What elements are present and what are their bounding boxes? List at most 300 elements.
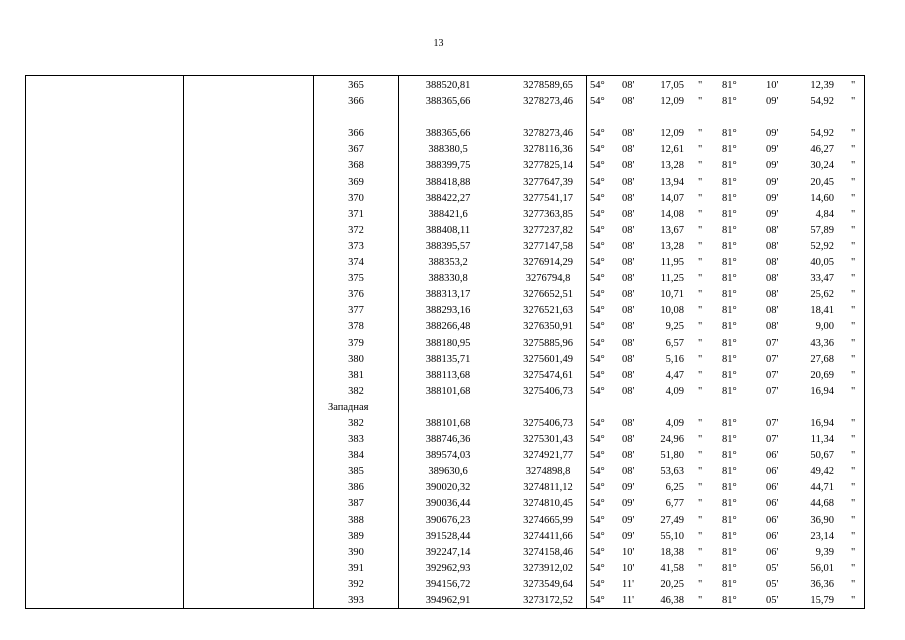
table-row [26, 352, 864, 368]
longitude-degrees: 81° [722, 305, 737, 317]
point-number: 388 [348, 514, 364, 526]
table-row [26, 448, 864, 464]
longitude-degrees: 81° [722, 257, 737, 269]
latitude-degrees: 54° [590, 466, 605, 478]
longitude-seconds-mark: " [851, 514, 856, 526]
y-coordinate: 3277147,58 [523, 240, 573, 252]
x-coordinate: 388266,48 [425, 321, 471, 333]
latitude-minutes: 08' [622, 192, 635, 204]
point-number: 379 [348, 337, 364, 349]
y-coordinate: 3276794,8 [525, 273, 571, 285]
longitude-seconds-mark: " [851, 273, 856, 285]
longitude-minutes: 07' [766, 337, 779, 349]
longitude-degrees: 81° [722, 224, 737, 236]
longitude-minutes: 06' [766, 482, 779, 494]
y-coordinate: 3278273,46 [523, 96, 573, 108]
latitude-degrees: 54° [590, 144, 605, 156]
point-number: 393 [348, 595, 364, 606]
table-row [26, 577, 864, 593]
latitude-seconds-mark: " [698, 369, 703, 381]
latitude-degrees: 54° [590, 257, 605, 269]
table-row [26, 191, 864, 207]
latitude-degrees: 54° [590, 321, 605, 333]
y-coordinate: 3274411,66 [523, 530, 573, 542]
longitude-minutes: 09' [766, 144, 779, 156]
table-row [26, 416, 864, 432]
latitude-seconds-mark: " [698, 434, 703, 446]
longitude-seconds: 9,00 [815, 321, 834, 333]
y-coordinate: 3276350,91 [523, 321, 573, 333]
longitude-seconds-mark: " [851, 289, 856, 301]
y-coordinate: 3278116,36 [523, 144, 573, 156]
latitude-minutes: 08' [622, 434, 635, 446]
latitude-seconds: 13,94 [660, 176, 684, 188]
longitude-degrees: 81° [722, 482, 737, 494]
longitude-seconds: 46,27 [810, 144, 834, 156]
table-row [26, 239, 864, 255]
latitude-minutes: 08' [622, 289, 635, 301]
point-number: 380 [348, 353, 364, 365]
point-number: 373 [348, 240, 364, 252]
y-coordinate: 3277825,14 [523, 160, 573, 172]
longitude-degrees: 81° [722, 144, 737, 156]
table-row [26, 336, 864, 352]
latitude-seconds-mark: " [698, 273, 703, 285]
point-number: 382 [348, 417, 364, 429]
latitude-seconds-mark: " [698, 385, 703, 397]
longitude-degrees: 81° [722, 434, 737, 446]
longitude-seconds-mark: " [851, 466, 856, 478]
latitude-degrees: 54° [590, 385, 605, 397]
longitude-minutes: 08' [766, 240, 779, 252]
longitude-minutes: 06' [766, 514, 779, 526]
longitude-seconds-mark: " [851, 578, 856, 590]
longitude-minutes: 08' [766, 273, 779, 285]
x-coordinate: 388330,8 [428, 273, 468, 285]
latitude-degrees: 54° [590, 353, 605, 365]
latitude-seconds: 12,61 [660, 144, 684, 156]
y-coordinate: 3277541,17 [523, 192, 573, 204]
x-coordinate: 388395,57 [425, 240, 471, 252]
longitude-degrees: 81° [722, 353, 737, 365]
page-number: 13 [433, 38, 444, 49]
longitude-seconds: 14,60 [810, 192, 834, 204]
longitude-degrees: 81° [722, 273, 737, 285]
latitude-seconds: 17,05 [660, 80, 684, 91]
longitude-degrees: 81° [722, 498, 737, 510]
latitude-minutes: 08' [622, 176, 635, 188]
latitude-seconds: 24,96 [660, 434, 684, 446]
latitude-seconds-mark: " [698, 337, 703, 349]
longitude-seconds: 43,36 [810, 337, 834, 349]
longitude-minutes: 09' [766, 96, 779, 108]
longitude-seconds-mark: " [851, 176, 856, 188]
x-coordinate: 388365,66 [425, 128, 471, 140]
latitude-seconds: 9,25 [665, 321, 684, 333]
y-coordinate: 3274665,99 [523, 514, 573, 526]
point-number: 391 [348, 562, 364, 574]
point-number: 386 [348, 482, 364, 494]
table-row [26, 175, 864, 191]
point-number: 382 [348, 385, 364, 397]
longitude-minutes: 05' [766, 578, 779, 590]
longitude-seconds: 33,47 [810, 273, 834, 285]
point-number: 376 [348, 289, 364, 301]
latitude-degrees: 54° [590, 160, 605, 172]
longitude-seconds: 18,41 [810, 305, 834, 317]
x-coordinate: 392247,14 [425, 546, 471, 558]
longitude-seconds: 49,42 [810, 466, 834, 478]
latitude-degrees: 54° [590, 530, 605, 542]
x-coordinate: 388399,75 [425, 160, 471, 172]
latitude-seconds: 4,47 [665, 369, 684, 381]
longitude-seconds-mark: " [851, 369, 856, 381]
latitude-minutes: 09' [622, 482, 635, 494]
longitude-seconds: 27,68 [810, 353, 834, 365]
point-number: 383 [348, 434, 364, 446]
x-coordinate: 389630,6 [428, 466, 468, 478]
longitude-seconds: 40,05 [810, 257, 834, 269]
longitude-degrees: 81° [722, 289, 737, 301]
latitude-seconds: 5,16 [665, 353, 684, 365]
longitude-seconds: 54,92 [810, 128, 834, 140]
latitude-degrees: 54° [590, 96, 605, 108]
table-row [26, 287, 864, 303]
point-number: 385 [348, 466, 364, 478]
latitude-minutes: 08' [622, 305, 635, 317]
table-row [26, 480, 864, 496]
latitude-degrees: 54° [590, 498, 605, 510]
y-coordinate: 3275406,73 [523, 385, 573, 397]
latitude-degrees: 54° [590, 417, 605, 429]
latitude-degrees: 54° [590, 273, 605, 285]
table-row [26, 384, 864, 400]
longitude-degrees: 81° [722, 160, 737, 172]
latitude-seconds: 46,38 [660, 595, 684, 606]
latitude-seconds: 11,25 [660, 273, 684, 285]
x-coordinate: 388180,95 [425, 337, 471, 349]
latitude-seconds: 6,25 [665, 482, 684, 494]
longitude-minutes: 09' [766, 192, 779, 204]
latitude-seconds-mark: " [698, 321, 703, 333]
point-number: 366 [348, 96, 364, 108]
section-label: Западная [328, 401, 369, 413]
point-number: 375 [348, 273, 364, 285]
table-body [26, 78, 864, 609]
latitude-seconds-mark: " [698, 450, 703, 462]
latitude-seconds-mark: " [698, 128, 703, 140]
latitude-seconds: 11,95 [660, 257, 684, 269]
latitude-degrees: 54° [590, 514, 605, 526]
latitude-seconds-mark: " [698, 257, 703, 269]
y-coordinate: 3275301,43 [523, 434, 573, 446]
x-coordinate: 388101,68 [425, 417, 471, 429]
latitude-seconds: 13,67 [660, 224, 684, 236]
latitude-minutes: 08' [622, 128, 635, 140]
latitude-seconds: 55,10 [660, 530, 684, 542]
longitude-seconds-mark: " [851, 562, 856, 574]
coordinates-table [25, 75, 865, 609]
x-coordinate: 391528,44 [425, 530, 471, 542]
longitude-degrees: 81° [722, 240, 737, 252]
latitude-minutes: 08' [622, 208, 635, 220]
longitude-seconds-mark: " [851, 240, 856, 252]
longitude-minutes: 08' [766, 289, 779, 301]
latitude-seconds: 51,80 [660, 450, 684, 462]
longitude-minutes: 09' [766, 128, 779, 140]
point-number: 377 [348, 305, 364, 317]
longitude-seconds: 15,79 [810, 595, 834, 606]
longitude-minutes: 07' [766, 369, 779, 381]
x-coordinate: 388408,11 [425, 224, 471, 236]
longitude-minutes: 05' [766, 562, 779, 574]
latitude-minutes: 08' [622, 96, 635, 108]
longitude-seconds: 9,39 [815, 546, 834, 558]
y-coordinate: 3277647,39 [523, 176, 573, 188]
longitude-seconds-mark: " [851, 450, 856, 462]
latitude-minutes: 10' [622, 562, 635, 574]
longitude-seconds: 30,24 [810, 160, 834, 172]
table-row [26, 94, 864, 110]
point-number: 381 [348, 369, 364, 381]
latitude-degrees: 54° [590, 224, 605, 236]
longitude-seconds: 57,89 [810, 224, 834, 236]
longitude-seconds-mark: " [851, 80, 856, 91]
point-number: 371 [348, 208, 364, 220]
table-row [26, 207, 864, 223]
y-coordinate: 3274158,46 [523, 546, 573, 558]
latitude-degrees: 54° [590, 240, 605, 252]
table-row [26, 142, 864, 158]
table-row [26, 271, 864, 287]
latitude-seconds-mark: " [698, 144, 703, 156]
longitude-seconds: 56,01 [810, 562, 834, 574]
longitude-seconds-mark: " [851, 96, 856, 108]
y-coordinate: 3278589,65 [523, 80, 573, 91]
point-number: 367 [348, 144, 364, 156]
latitude-seconds-mark: " [698, 595, 703, 606]
longitude-degrees: 81° [722, 562, 737, 574]
y-coordinate: 3273912,02 [523, 562, 573, 574]
longitude-minutes: 08' [766, 257, 779, 269]
latitude-seconds: 41,58 [660, 562, 684, 574]
longitude-minutes: 08' [766, 224, 779, 236]
latitude-seconds-mark: " [698, 176, 703, 188]
latitude-degrees: 54° [590, 128, 605, 140]
point-number: 365 [348, 80, 364, 91]
longitude-seconds-mark: " [851, 305, 856, 317]
table-row [26, 319, 864, 335]
latitude-seconds-mark: " [698, 240, 703, 252]
latitude-seconds: 10,71 [660, 289, 684, 301]
latitude-seconds: 12,09 [660, 96, 684, 108]
longitude-seconds-mark: " [851, 257, 856, 269]
latitude-degrees: 54° [590, 578, 605, 590]
longitude-seconds-mark: " [851, 321, 856, 333]
point-number: 374 [348, 257, 364, 269]
table-row [26, 368, 864, 384]
latitude-seconds-mark: " [698, 353, 703, 365]
longitude-seconds-mark: " [851, 144, 856, 156]
longitude-degrees: 81° [722, 369, 737, 381]
y-coordinate: 3273172,52 [523, 595, 573, 606]
longitude-minutes: 07' [766, 434, 779, 446]
y-coordinate: 3275406,73 [523, 417, 573, 429]
latitude-seconds-mark: " [698, 96, 703, 108]
x-coordinate: 388365,66 [425, 96, 471, 108]
latitude-seconds-mark: " [698, 208, 703, 220]
longitude-minutes: 07' [766, 385, 779, 397]
latitude-minutes: 08' [622, 369, 635, 381]
table-row [26, 545, 864, 561]
latitude-seconds: 14,08 [660, 208, 684, 220]
latitude-minutes: 08' [622, 466, 635, 478]
longitude-seconds-mark: " [851, 595, 856, 606]
longitude-seconds: 36,36 [810, 578, 834, 590]
longitude-seconds: 20,69 [810, 369, 834, 381]
latitude-degrees: 54° [590, 562, 605, 574]
table-row [26, 303, 864, 319]
longitude-degrees: 81° [722, 578, 737, 590]
longitude-seconds-mark: " [851, 385, 856, 397]
table-row [26, 255, 864, 271]
longitude-seconds: 11,34 [810, 434, 834, 446]
longitude-minutes: 08' [766, 321, 779, 333]
latitude-degrees: 54° [590, 482, 605, 494]
latitude-seconds: 6,57 [665, 337, 684, 349]
latitude-seconds-mark: " [698, 417, 703, 429]
y-coordinate: 3274921,77 [523, 450, 573, 462]
y-coordinate: 3275601,49 [523, 353, 573, 365]
latitude-degrees: 54° [590, 192, 605, 204]
longitude-seconds: 54,92 [810, 96, 834, 108]
latitude-seconds-mark: " [698, 289, 703, 301]
latitude-seconds-mark: " [698, 305, 703, 317]
longitude-seconds: 36,90 [810, 514, 834, 526]
x-coordinate: 394156,72 [425, 578, 471, 590]
x-coordinate: 388422,27 [425, 192, 471, 204]
x-coordinate: 390676,23 [425, 514, 471, 526]
longitude-minutes: 06' [766, 546, 779, 558]
longitude-seconds-mark: " [851, 224, 856, 236]
longitude-minutes: 10' [766, 80, 779, 91]
latitude-degrees: 54° [590, 369, 605, 381]
longitude-seconds-mark: " [851, 482, 856, 494]
longitude-degrees: 81° [722, 321, 737, 333]
latitude-seconds-mark: " [698, 562, 703, 574]
latitude-degrees: 54° [590, 305, 605, 317]
latitude-minutes: 08' [622, 353, 635, 365]
latitude-seconds-mark: " [698, 514, 703, 526]
latitude-minutes: 08' [622, 80, 635, 91]
longitude-seconds: 20,45 [810, 176, 834, 188]
table-row [26, 496, 864, 512]
table-row [26, 158, 864, 174]
y-coordinate: 3276521,63 [523, 305, 573, 317]
longitude-degrees: 81° [722, 80, 737, 91]
longitude-seconds: 52,92 [810, 240, 834, 252]
y-coordinate: 3274811,12 [523, 482, 573, 494]
point-number: 384 [348, 450, 364, 462]
longitude-seconds-mark: " [851, 353, 856, 365]
y-coordinate: 3274810,45 [523, 498, 573, 510]
latitude-seconds: 27,49 [660, 514, 684, 526]
table-row [26, 513, 864, 529]
point-number: 378 [348, 321, 364, 333]
latitude-minutes: 09' [622, 530, 635, 542]
x-coordinate: 388135,71 [425, 353, 471, 365]
longitude-seconds: 16,94 [810, 385, 834, 397]
longitude-seconds: 44,71 [810, 482, 834, 494]
latitude-degrees: 54° [590, 337, 605, 349]
longitude-seconds: 25,62 [810, 289, 834, 301]
longitude-seconds: 44,68 [810, 498, 834, 510]
point-number: 387 [348, 498, 364, 510]
longitude-degrees: 81° [722, 337, 737, 349]
latitude-degrees: 54° [590, 546, 605, 558]
latitude-minutes: 08' [622, 224, 635, 236]
longitude-seconds-mark: " [851, 434, 856, 446]
x-coordinate: 388421,6 [428, 208, 468, 220]
point-number: 389 [348, 530, 364, 542]
longitude-degrees: 81° [722, 128, 737, 140]
table-row [26, 464, 864, 480]
y-coordinate: 3277363,85 [523, 208, 573, 220]
y-coordinate: 3275885,96 [523, 337, 573, 349]
longitude-minutes: 06' [766, 466, 779, 478]
latitude-minutes: 08' [622, 144, 635, 156]
point-number: 368 [348, 160, 364, 172]
longitude-degrees: 81° [722, 208, 737, 220]
longitude-degrees: 81° [722, 176, 737, 188]
latitude-seconds: 4,09 [665, 385, 684, 397]
latitude-minutes: 11' [622, 595, 635, 606]
latitude-seconds: 18,38 [660, 546, 684, 558]
longitude-degrees: 81° [722, 417, 737, 429]
table-row [26, 432, 864, 448]
latitude-degrees: 54° [590, 450, 605, 462]
longitude-minutes: 09' [766, 208, 779, 220]
point-number: 369 [348, 176, 364, 188]
longitude-minutes: 08' [766, 305, 779, 317]
longitude-seconds-mark: " [851, 337, 856, 349]
point-number: 372 [348, 224, 364, 236]
latitude-minutes: 08' [622, 240, 635, 252]
longitude-degrees: 81° [722, 595, 737, 606]
latitude-seconds: 13,28 [660, 240, 684, 252]
latitude-degrees: 54° [590, 80, 605, 91]
table-row [26, 561, 864, 577]
x-coordinate: 389574,03 [425, 450, 471, 462]
table-row [26, 223, 864, 239]
latitude-seconds-mark: " [698, 80, 703, 91]
longitude-seconds: 12,39 [810, 80, 834, 91]
latitude-minutes: 08' [622, 337, 635, 349]
longitude-minutes: 07' [766, 353, 779, 365]
x-coordinate: 388101,68 [425, 385, 471, 397]
latitude-minutes: 10' [622, 546, 635, 558]
x-coordinate: 388418,88 [425, 176, 471, 188]
x-coordinate: 388353,2 [428, 257, 468, 269]
point-number: 392 [348, 578, 364, 590]
latitude-seconds: 6,77 [665, 498, 684, 510]
longitude-degrees: 81° [722, 450, 737, 462]
latitude-minutes: 08' [622, 321, 635, 333]
latitude-minutes: 08' [622, 160, 635, 172]
latitude-minutes: 08' [622, 417, 635, 429]
y-coordinate: 3275474,61 [523, 369, 573, 381]
point-number: 370 [348, 192, 364, 204]
